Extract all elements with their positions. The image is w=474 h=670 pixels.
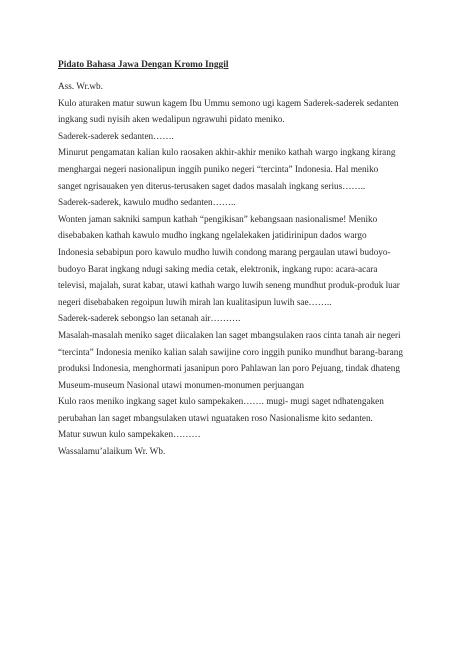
paragraph [58, 310, 426, 327]
text-line: Minurut pengamatan kalian kulo raosaken akhir-akhir meniko kathah wargo ingkang kirang [58, 147, 396, 158]
text-line: perubahan lan saget mbangsulaken utawi nguataken roso Nasionalisme kito sedanten. [58, 412, 373, 423]
document-body [58, 78, 426, 460]
text-line: negeri disebabaken regoipun luwih mirah lan kualitasipun luwih sae…….. [58, 296, 332, 307]
paragraph [58, 144, 426, 194]
text-line: ingkang sudi nyisih aken wedalipun ngrawuhi pidato meniko. [58, 114, 285, 125]
paragraph [58, 211, 426, 311]
text-line: Wassalamu’alaikum Wr. Wb. [58, 446, 166, 457]
paragraph [58, 393, 426, 410]
text-line: Museum-museum Nasional utawi monumen-monumen perjuangan [58, 379, 304, 390]
text-line: “tercinta” Indonesia meniko kalian salah sawijine coro inggih puniko mundhut barang-barang [58, 346, 403, 357]
paragraph [58, 443, 426, 460]
text-line: Kulo raos meniko ingkang saget kulo sampekaken……. mugi- mugi saget ndhatengaken [58, 396, 384, 407]
text-line: Wonten jaman sakniki sampun kathah “pengikisan” kebangsaan nasionalisme! Meniko [58, 213, 378, 224]
paragraph [58, 194, 426, 211]
text-line: televisi, majalah, surat kabar, utawi kathah wargo luwih seneng mundhut produk-produk luar [58, 280, 400, 291]
text-line: menghargai negeri nasionalipun inggih puniko negeri “tercinta” Indonesia. Hal meniko [58, 163, 379, 174]
text-line: disebabaken kathah kawulo mudho ingkang ngelalekaken jatidirinipun dados wargo [58, 230, 367, 241]
paragraph [58, 410, 426, 427]
document-title: Pidato Bahasa Jawa Dengan Kromo Inggil [58, 60, 229, 70]
paragraph [58, 327, 426, 393]
text-line: Saderek-saderek, kawulo mudho sedanten…….. [58, 197, 236, 208]
paragraph [58, 128, 426, 145]
paragraph [58, 426, 426, 443]
text-line: produksi Indonesia, menghormati jasanipun poro Pahlawan lan poro Pejuang, tindak dhateng [58, 363, 400, 374]
text-line: sanget ngrisauaken yen diterus-terusaken saget dados masalah ingkang serius…….. [58, 180, 366, 191]
text-line: budoyo Barat ingkang ndugi saking media cetak, elektronik, ingkang rupo: acara-acara [58, 263, 378, 274]
text-line: Saderek-saderek sedanten……. [58, 130, 174, 141]
paragraph [58, 78, 426, 95]
text-line: Kulo aturaken matur suwun kagem Ibu Ummu semono ugi kagem Saderek-saderek sedanten [58, 97, 399, 108]
text-line: Indonesia sebabipun poro kawulo mudho luwih condong marang pergaulan utawi budoyo- [58, 246, 391, 257]
text-line: Saderek-saderek sebongso lan setanah air………. [58, 313, 241, 324]
text-line: Masalah-masalah meniko saget diicalaken lan saget mbangsulaken raos cinta tanah air negeri [58, 329, 401, 340]
text-line: Ass. Wr.wb. [58, 81, 103, 91]
document-page [58, 58, 426, 460]
paragraph [58, 95, 426, 128]
text-line: Matur suwun kulo sampekaken……… [58, 429, 201, 440]
